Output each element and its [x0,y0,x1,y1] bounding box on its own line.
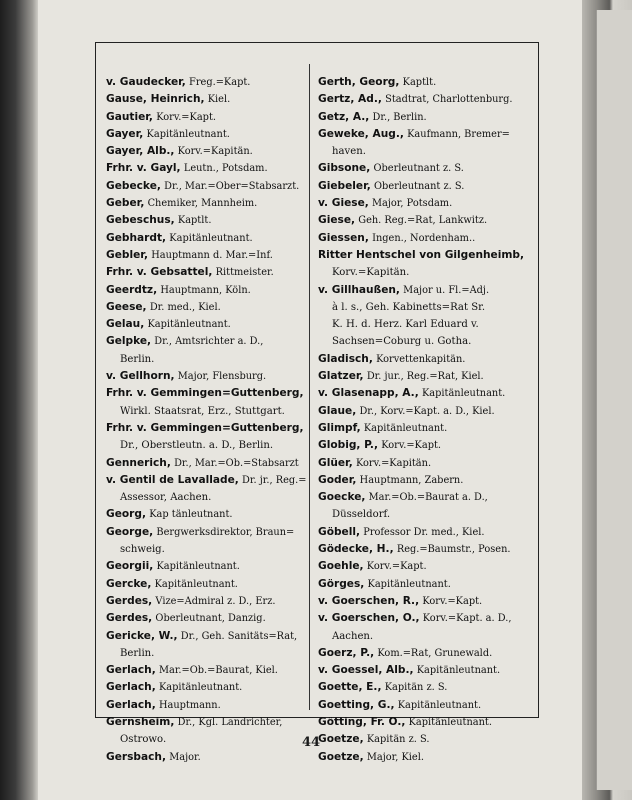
entry-description: Dr., Mar.=Ober=Stabsarzt. [164,180,300,192]
entry-name: Ritter Hentschel von Gilgenheimb, [318,248,524,261]
directory-entry [106,282,306,299]
entry-name: Goder, [318,473,357,486]
directory-entry [318,697,534,714]
directory-entry [106,368,306,385]
entry-name: Gayer, [106,127,144,140]
entry-description: Geh. Reg.=Rat, Lankwitz. [358,215,488,227]
entry-name: Gebeschus, [106,214,175,227]
entry-name: Gerlach, [106,698,156,711]
directory-entry [106,714,306,731]
entry-name: Gersbach, [106,750,166,763]
entry-name: Georgii, [106,560,154,573]
entry-name: Getz, A., [318,110,370,123]
entry-description: Kapitänleutnant. [367,578,451,590]
entry-description: Korv.=Kapt. [156,111,217,123]
directory-entry [318,714,534,731]
directory-entry [106,74,306,91]
entry-description: Kapitänleutnant. [147,319,231,331]
directory-entry [106,385,306,402]
entry-name: v. Gellhorn, [106,370,175,383]
entry-continuation: Korv.=Kapitän. [332,267,410,279]
book-binding-shadow [0,0,38,800]
directory-entry [318,126,534,143]
entry-description: Korv.=Kapt. [381,440,442,452]
entry-name: Götting, Fr. O., [318,715,406,728]
directory-entry [318,74,534,91]
directory-entry [318,247,534,264]
next-page-edge [582,0,632,800]
entry-description: Leutn., Potsdam. [183,163,268,175]
entry-name: Frhr. v. Gebsattel, [106,266,213,279]
entry-name: v. Giese, [318,197,369,210]
entry-name: Geerdtz, [106,283,158,296]
entry-description: Oberleutnant z. S. [373,163,464,175]
entry-description: Rittmeister. [215,267,274,279]
entry-description: Mar.=Ob.=Baurat a. D., [368,492,488,504]
entry-description: Kapitänleutnant. [408,716,492,728]
entry-name: Frhr. v. Gayl, [106,162,181,175]
entry-name: Goehle, [318,560,364,573]
entry-description: Mar.=Ob.=Baurat, Kiel. [158,665,278,677]
entry-continuation: haven. [332,146,366,158]
directory-entry [106,230,306,247]
entry-description: Kiel. [207,94,231,106]
entry-continuation: Berlin. [120,647,155,659]
directory-entry [318,541,534,558]
entry-description: Dr., Amtsrichter a. D., [154,336,264,348]
directory-entry [106,333,306,350]
entry-description: Kapitänleutnant. [363,422,448,434]
directory-entry [318,437,534,454]
entry-description: Major u. Fl.=Adj. [403,284,490,296]
directory-entry [106,576,306,593]
directory-entry [106,558,306,575]
entry-description: Kapitänleutnant. [421,388,506,400]
entry-name: Göbell, [318,525,361,538]
entry-name: Frhr. v. Gemmingen=Guttenberg, [106,387,304,400]
entry-name: Gerlach, [106,664,156,677]
directory-entry [106,212,306,229]
entry-description: Kapitän z. S. [384,682,448,694]
entry-name: Gerdes, [106,594,153,607]
entry-description: Dr. jr., Reg.= [242,474,307,486]
entry-description: Professor Dr. med., Kiel. [363,526,485,538]
directory-entry [106,299,306,316]
entry-continuation: Berlin. [120,353,155,365]
directory-entry [318,610,534,627]
directory-entry [106,247,306,264]
entry-description: Kapitänleutnant. [397,699,482,711]
directory-entry [318,558,534,575]
directory-entry [106,679,306,696]
directory-entry [318,385,534,402]
entry-name: v. Goessel, Alb., [318,664,414,677]
entry-description: Major, Potsdam. [372,198,453,210]
directory-entry [106,160,306,177]
entry-name: Gelpke, [106,335,152,348]
directory-entry [106,749,306,766]
entry-description: Dr., Korv.=Kapt. a. D., Kiel. [359,405,495,417]
entry-name: Gebecke, [106,179,161,192]
entry-name: Görges, [318,577,365,590]
directory-entry [318,230,534,247]
directory-entry [106,524,306,541]
entry-name: v. Glasenapp, A., [318,387,419,400]
entry-description: Hauptmann, Zabern. [359,474,464,486]
entry-name: v. Gaudecker, [106,76,186,88]
entry-description: Freg.=Kapt. [189,77,251,88]
entry-name: Goetze, [318,733,364,746]
entry-description: Kaptlt. [402,77,437,88]
entry-name: Goette, E., [318,681,382,694]
directory-entry [318,489,534,506]
entry-description: Major, Flensburg. [177,371,267,383]
entry-description: Korv.=Kapitän. [177,146,253,158]
entry-continuation: Aachen. [332,630,374,642]
entry-name: Geweke, Aug., [318,127,404,140]
entry-name: Glatzer, [318,370,364,383]
entry-description: Kaptlt. [177,215,212,227]
entry-name: Gernsheim, [106,715,175,728]
entry-description: Kapitänleutnant. [154,578,238,590]
entry-description: Kapitänleutnant. [169,232,253,244]
entry-description: Chemiker, Mannheim. [147,198,258,210]
entry-name: v. Goerschen, R., [318,594,420,607]
entry-name: Goecke, [318,491,366,504]
directory-entry [106,610,306,627]
entry-name: Gayer, Alb., [106,145,175,158]
entry-description: Major, Kiel. [366,751,424,763]
entry-description: Korv.=Kapt. [422,595,483,607]
directory-entry [318,420,534,437]
entry-description: Stadtrat, Charlottenburg. [385,94,513,106]
entry-continuation: Düsseldorf. [332,509,391,521]
entry-name: Giebeler, [318,179,371,192]
entry-description: Korvettenkapitän. [376,353,466,365]
directory-entry [106,143,306,160]
entry-name: Gödecke, H., [318,543,394,556]
entry-name: Gladisch, [318,352,373,365]
entry-description: Oberleutnant, Danzig. [155,613,266,625]
entry-description: Dr. med., Kiel. [149,301,221,313]
column-divider [309,64,310,710]
entry-name: Geese, [106,300,147,313]
entry-description: Kap tänleutnant. [149,509,233,521]
entry-continuation: Dr., Oberstleutn. a. D., Berlin. [120,440,274,452]
directory-entry [318,160,534,177]
directory-entry [106,264,306,281]
entry-continuation: K. H. d. Herz. Karl Eduard v. [332,319,479,331]
entry-name: Giese, [318,214,356,227]
next-page-sheet [596,10,632,790]
directory-entry [318,731,534,748]
entry-description: Kapitänleutnant. [146,128,230,140]
directory-entry [106,697,306,714]
directory-entry [106,628,306,645]
entry-description: Hauptmann. [158,699,221,711]
entry-description: Bergwerksdirektor, Braun= [156,526,295,538]
directory-entry [318,212,534,229]
entry-description: Dr. jur., Reg.=Rat, Kiel. [366,371,484,383]
directory-entry [106,316,306,333]
entry-description: Reg.=Baumstr., Posen. [396,544,511,556]
entry-description: Oberleutnant z. S. [374,180,465,192]
directory-entry [318,178,534,195]
entry-name: George, [106,525,154,538]
directory-entry [318,524,534,541]
entry-name: Goetting, G., [318,698,395,711]
entry-description: Major. [169,751,201,763]
directory-entry [106,178,306,195]
entry-description: Kom.=Rat, Grunewald. [377,647,493,659]
entry-name: Globig, P., [318,439,378,452]
entry-name: Giessen, [318,231,369,244]
entry-name: Georg, [106,508,146,521]
directory-entry [106,126,306,143]
entry-continuation: Ostrowo. [120,734,167,746]
entry-name: Gennerich, [106,456,171,469]
entry-name: Glimpf, [318,421,361,434]
entry-name: Gebler, [106,248,148,261]
entry-name: v. Gillhaußen, [318,283,400,296]
entry-description: Dr., Geh. Sanitäts=Rat, [180,630,298,642]
directory-entry [106,506,306,523]
left-column [106,74,306,766]
entry-description: Kapitänleutnant. [156,561,240,573]
entry-name: Goerz, P., [318,646,375,659]
right-column [318,74,534,766]
entry-description: Korv.=Kapt. [366,561,427,573]
directory-entry [106,420,306,437]
directory-entry [318,109,534,126]
directory-entry [318,351,534,368]
directory-entry [318,472,534,489]
entry-name: Gebhardt, [106,231,167,244]
entry-name: Gerlach, [106,681,156,694]
entry-continuation: Sachsen=Coburg u. Gotha. [332,336,472,348]
directory-entry [318,455,534,472]
entry-name: Gercke, [106,577,152,590]
entry-continuation: à l. s., Geh. Kabinetts=Rat Sr. [332,301,486,313]
directory-entry [318,679,534,696]
entry-name: Gericke, W., [106,629,178,642]
entry-continuation: Assessor, Aachen. [120,492,212,504]
entry-description: Kapitän z. S. [366,734,430,746]
entry-description: Dr., Kgl. Landrichter, [177,716,283,728]
entry-description: Kaufmann, Bremer= [407,128,510,140]
directory-entry [318,662,534,679]
directory-entry [106,195,306,212]
entry-description: Hauptmann d. Mar.=Inf. [151,249,273,261]
entry-description: Vize=Admiral z. D., Erz. [155,595,276,607]
entry-name: Gerdes, [106,612,153,625]
directory-entry [318,368,534,385]
directory-entry [106,662,306,679]
entry-description: Kapitänleutnant. [158,682,243,694]
directory-entry [318,749,534,766]
entry-name: Glüer, [318,456,353,469]
entry-description: Kapitänleutnant. [416,665,501,677]
entry-name: Gerth, Georg, [318,76,400,88]
entry-description: Dr., Mar.=Ob.=Stabsarzt [174,457,299,469]
entry-description: Korv.=Kapt. a. D., [422,613,512,625]
entry-name: v. Gentil de Lavallade, [106,473,239,486]
entry-name: Gelau, [106,318,145,331]
entry-name: Geber, [106,197,145,210]
directory-entry [318,576,534,593]
directory-entry [106,455,306,472]
directory-entry [106,109,306,126]
entry-name: Frhr. v. Gemmingen=Guttenberg, [106,421,304,434]
entry-name: Glaue, [318,404,357,417]
directory-entry [318,593,534,610]
entry-description: Ingen., Nordenham.. [372,232,476,244]
entry-name: v. Goerschen, O., [318,612,420,625]
entry-continuation: schweig. [120,544,165,556]
directory-entry [318,195,534,212]
directory-entry [318,282,534,299]
entry-name: Gertz, Ad., [318,93,382,106]
directory-entry [106,91,306,108]
directory-entry [318,91,534,108]
entry-continuation: Wirkl. Staatsrat, Erz., Stuttgart. [120,405,285,417]
entry-name: Gause, Heinrich, [106,93,205,106]
directory-entry [318,403,534,420]
entry-description: Hauptmann, Köln. [160,284,251,296]
directory-entry [318,645,534,662]
entry-description: Dr., Berlin. [372,111,427,123]
entry-name: Gibsone, [318,162,371,175]
directory-entry [106,593,306,610]
entry-name: Goetze, [318,750,364,763]
entry-description: Korv.=Kapitän. [355,457,432,469]
directory-entry [106,472,306,489]
page-number: 44 [301,735,321,750]
entry-name: Gautier, [106,110,153,123]
